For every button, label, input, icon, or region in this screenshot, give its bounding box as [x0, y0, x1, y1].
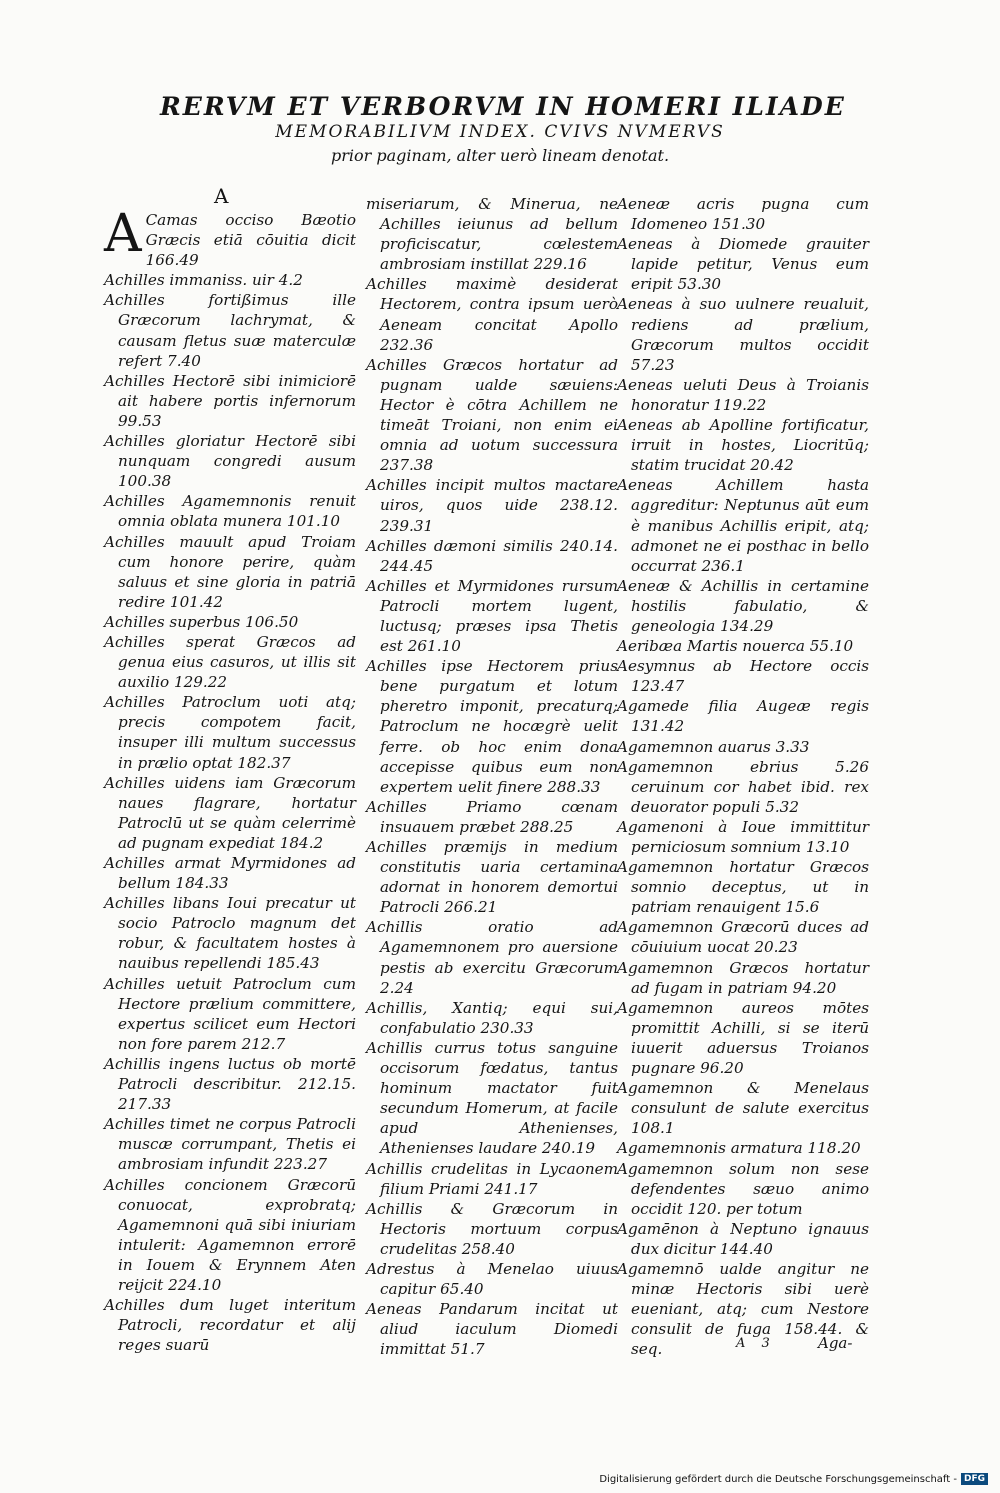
index-entry: Achilles dum luget interitum Patrocli, recordatur et alij reges suarū: [104, 1296, 356, 1355]
index-entry: Achilles gloriatur Hectorē sibi nunquam congredi ausum 100.38: [104, 432, 356, 491]
index-entry: Achillis crudelitas in Lycaonem filium Priami 241.17: [366, 1159, 618, 1198]
index-column-3: [617, 194, 869, 1359]
index-entry: Aeneas à Diomede grauiter lapide petitur, Venus eum eripit 53.30: [617, 235, 869, 294]
index-entry: Achilles ipse Hectorem prius bene purgatum et lotum pheretro imponit, precaturq; Patroclum ne hocægrè uelit ferre. ob hoc enim dona accepisse quibus eum non expertem uelit finere 288.33: [366, 657, 618, 796]
index-entry: Agamemnon solum non sese defendentes sæuo animo occidit 120. per totum: [617, 1159, 869, 1218]
index-entry: Achilles superbus 106.50: [104, 612, 299, 631]
index-entry: Achillis & Græcorum in Hectoris mortuum corpus crudelitas 258.40: [366, 1199, 618, 1258]
index-entry: Achillis, Xantiq; equi sui, confabulatio 230.33: [366, 998, 618, 1037]
drop-cap: A: [104, 204, 142, 264]
index-entry: Achilles Hectorē sibi inimiciorē ait habere portis infernorum 99.53: [104, 371, 356, 430]
index-entry: Agamemnon Græcos hortatur ad fugam in patriam 94.20: [617, 958, 869, 997]
index-entry: Agamēnon à Neptuno ignauus dux dicitur 144.40: [617, 1219, 869, 1258]
index-column-1: [104, 186, 356, 1355]
section-letter: A: [214, 184, 229, 208]
index-entry: Agamede filia Augeæ regis 131.42: [617, 697, 869, 736]
index-entry: Aeneas ab Apolline fortificatur, irruit in hostes, Liocritūq; statim trucidat 20.42: [617, 416, 869, 475]
index-entry: Aeneæ acris pugna cum Idomeneo 151.30: [617, 195, 869, 234]
index-entry: Achilles armat Myrmidones ad bellum 184.33: [104, 854, 356, 893]
index-entry: Achilles timet ne corpus Patrocli muscæ corrumpant, Thetis ei ambrosiam infundit 223.27: [104, 1115, 356, 1174]
index-entry: Achilles Agamemnonis renuit omnia oblata munera 101.10: [104, 492, 356, 531]
index-entry: Achilles uidens iam Græcorum naues flagrare, hortatur Patroclū ut se quàm celerrimè ad pugnam expediat 184.2: [104, 773, 356, 852]
index-entry: Aeneas à suo uulnere reualuit, rediens ad prælium, Græcorum multos occidit 57.23: [617, 295, 869, 374]
index-entry: Aeribæa Martis nouerca 55.10: [617, 637, 854, 656]
index-entry: Agamemnon hortatur Græcos somnio deceptus, ut in patriam renauigent 15.6: [617, 858, 869, 917]
index-entry: Achilles libans Ioui precatur ut socio Patroclo magnum det robur, & facultatem hostes à nauibus repellendi 185.43: [104, 894, 356, 973]
index-entry: Achilles fortißimus ille Græcorum lachrymat, & causam fletus suæ materculæ refert 7.40: [104, 291, 356, 370]
index-entry: Agamemnon Græcorū duces ad cōuiuium uocat 20.23: [617, 918, 869, 957]
dfg-logo: DFG: [961, 1473, 988, 1485]
index-entry: Achilles concionem Græcorū conuocat, exprobratq; Agamemnoni quā sibi iniuriam intulerit: Agamemnon errorē in Iouem & Erynnem Aten reijcit 224.10: [104, 1175, 356, 1294]
index-entry: Achilles Patroclum uoti atq; precis compotem facit, insuper illi multum successus in prælio optat 182.37: [104, 693, 356, 772]
index-entry: Achilles immaniss. uir 4.2: [104, 271, 303, 290]
index-entry: Aeneas Pandarum incitat ut aliud iaculum Diomedi immittat 51.7: [366, 1300, 618, 1359]
index-entry: miseriarum, & Minerua, ne Achilles ieiunus ad bellum proficiscatur, cœlestem ambrosiam instillat 229.16: [366, 195, 618, 274]
index-entry: Adrestus à Menelao uiuus capitur 65.40: [366, 1259, 618, 1299]
index-entry: Achilles maximè desiderat Hectorem, contra ipsum uerò Aeneam concitat Apollo 232.36: [366, 275, 618, 354]
index-entry: Agamemnon & Menelaus consulunt de salute exercitus 108.1: [617, 1079, 869, 1138]
footer-text: Digitalisierung gefördert durch die Deutsche Forschungsgemeinschaft -: [599, 1473, 957, 1485]
index-entry: Achilles Græcos hortatur ad pugnam ualde sæuiens: Hector è cōtra Achillem ne timeāt Troiani, non enim ei omnia ad uotum successura 237.38: [366, 355, 618, 475]
index-entry: Achillis currus totus sanguine occisorum fœdatus, tantus hominum mactator fuit secundum Homerum, at facile apud Athenienses, Athenienses laudare 240.19: [366, 1038, 618, 1158]
index-entry: [104, 204, 356, 270]
index-entry: Achilles dæmoni similis 240.14. 244.45: [366, 536, 618, 575]
index-entry: Aesymnus ab Hectore occis 123.47: [617, 657, 869, 696]
index-note: prior paginam, alter uerò lineam denotat.: [330, 146, 670, 165]
index-entry: Agamemnonis armatura 118.20: [617, 1139, 861, 1158]
index-entry: Aeneas Achillem hasta aggreditur: Neptunus aūt eum è manibus Achillis eripit, atq; admonet ne ei posthac in bello occurrat 236.1: [617, 476, 869, 575]
index-title: RERVM ET VERBORVM IN HOMERI ILIADE: [160, 92, 846, 121]
index-entry: Achillis oratio ad Agamemnonem pro auersione pestis ab exercitu Græcorum 2.24: [366, 918, 618, 997]
index-subtitle: MEMORABILIVM INDEX. CVIVS NVMERVS: [275, 122, 725, 142]
index-entry: Achilles incipit multos mactare uiros, quos uide 238.12. 239.31: [366, 476, 618, 535]
index-entry: Agamenoni à Ioue immittitur perniciosum somnium 13.10: [617, 817, 869, 856]
digitization-footer: [599, 1473, 988, 1485]
index-entry: Aeneas ueluti Deus à Troianis honoratur 119.22: [617, 375, 869, 414]
index-entry: Achillis ingens luctus ob mortē Patrocli describitur. 212.15. 217.33: [104, 1054, 356, 1114]
index-column-2: [366, 194, 618, 1359]
signature-mark: A 3: [736, 1336, 776, 1351]
index-entry: Agamemnon aureos mōtes promittit Achilli, si se iterū iuuerit aduersus Troianos pugnare 96.20: [617, 998, 869, 1078]
index-entry: Aeneæ & Achillis in certamine hostilis fabulatio, & geneologia 134.29: [617, 576, 869, 635]
catchword: Aga-: [818, 1334, 853, 1352]
index-entry: Achilles uetuit Patroclum cum Hectore prælium committere, expertus scilicet eum Hectori non fore parem 212.7: [104, 974, 356, 1053]
index-entry: Agamemnon auarus 3.33: [617, 737, 810, 756]
index-entry: Achilles præmijs in medium constitutis uaria certamina adornat in honorem demortui Patrocli 266.21: [366, 838, 618, 917]
index-entry: Achilles Priamo cœnam insuauem præbet 288.25: [366, 797, 618, 836]
entry-text: Camas occiso Bæotio Græcis etiā cōuitia dicit 166.49: [145, 211, 356, 270]
index-entry: Achilles mauult apud Troiam cum honore perire, quàm saluus et sine gloria in patriā redire 101.42: [104, 532, 356, 611]
index-entry: Agamemnō ualde angitur ne minæ Hectoris sibi uerè eueniant, atq; cum Nestore consulit de fuga 158.44. & seq.: [617, 1259, 869, 1359]
index-entry: Achilles et Myrmidones rursum Patrocli mortem lugent, luctusq; præses ipsa Thetis est 261.10: [366, 576, 618, 656]
index-entry: Achilles sperat Græcos ad genua eius casuros, ut illis sit auxilio 129.22: [104, 632, 356, 692]
index-entry: Agamemnon ebrius 5.26 ceruinum cor habet ibid. rex deuorator populi 5.32: [617, 757, 869, 816]
